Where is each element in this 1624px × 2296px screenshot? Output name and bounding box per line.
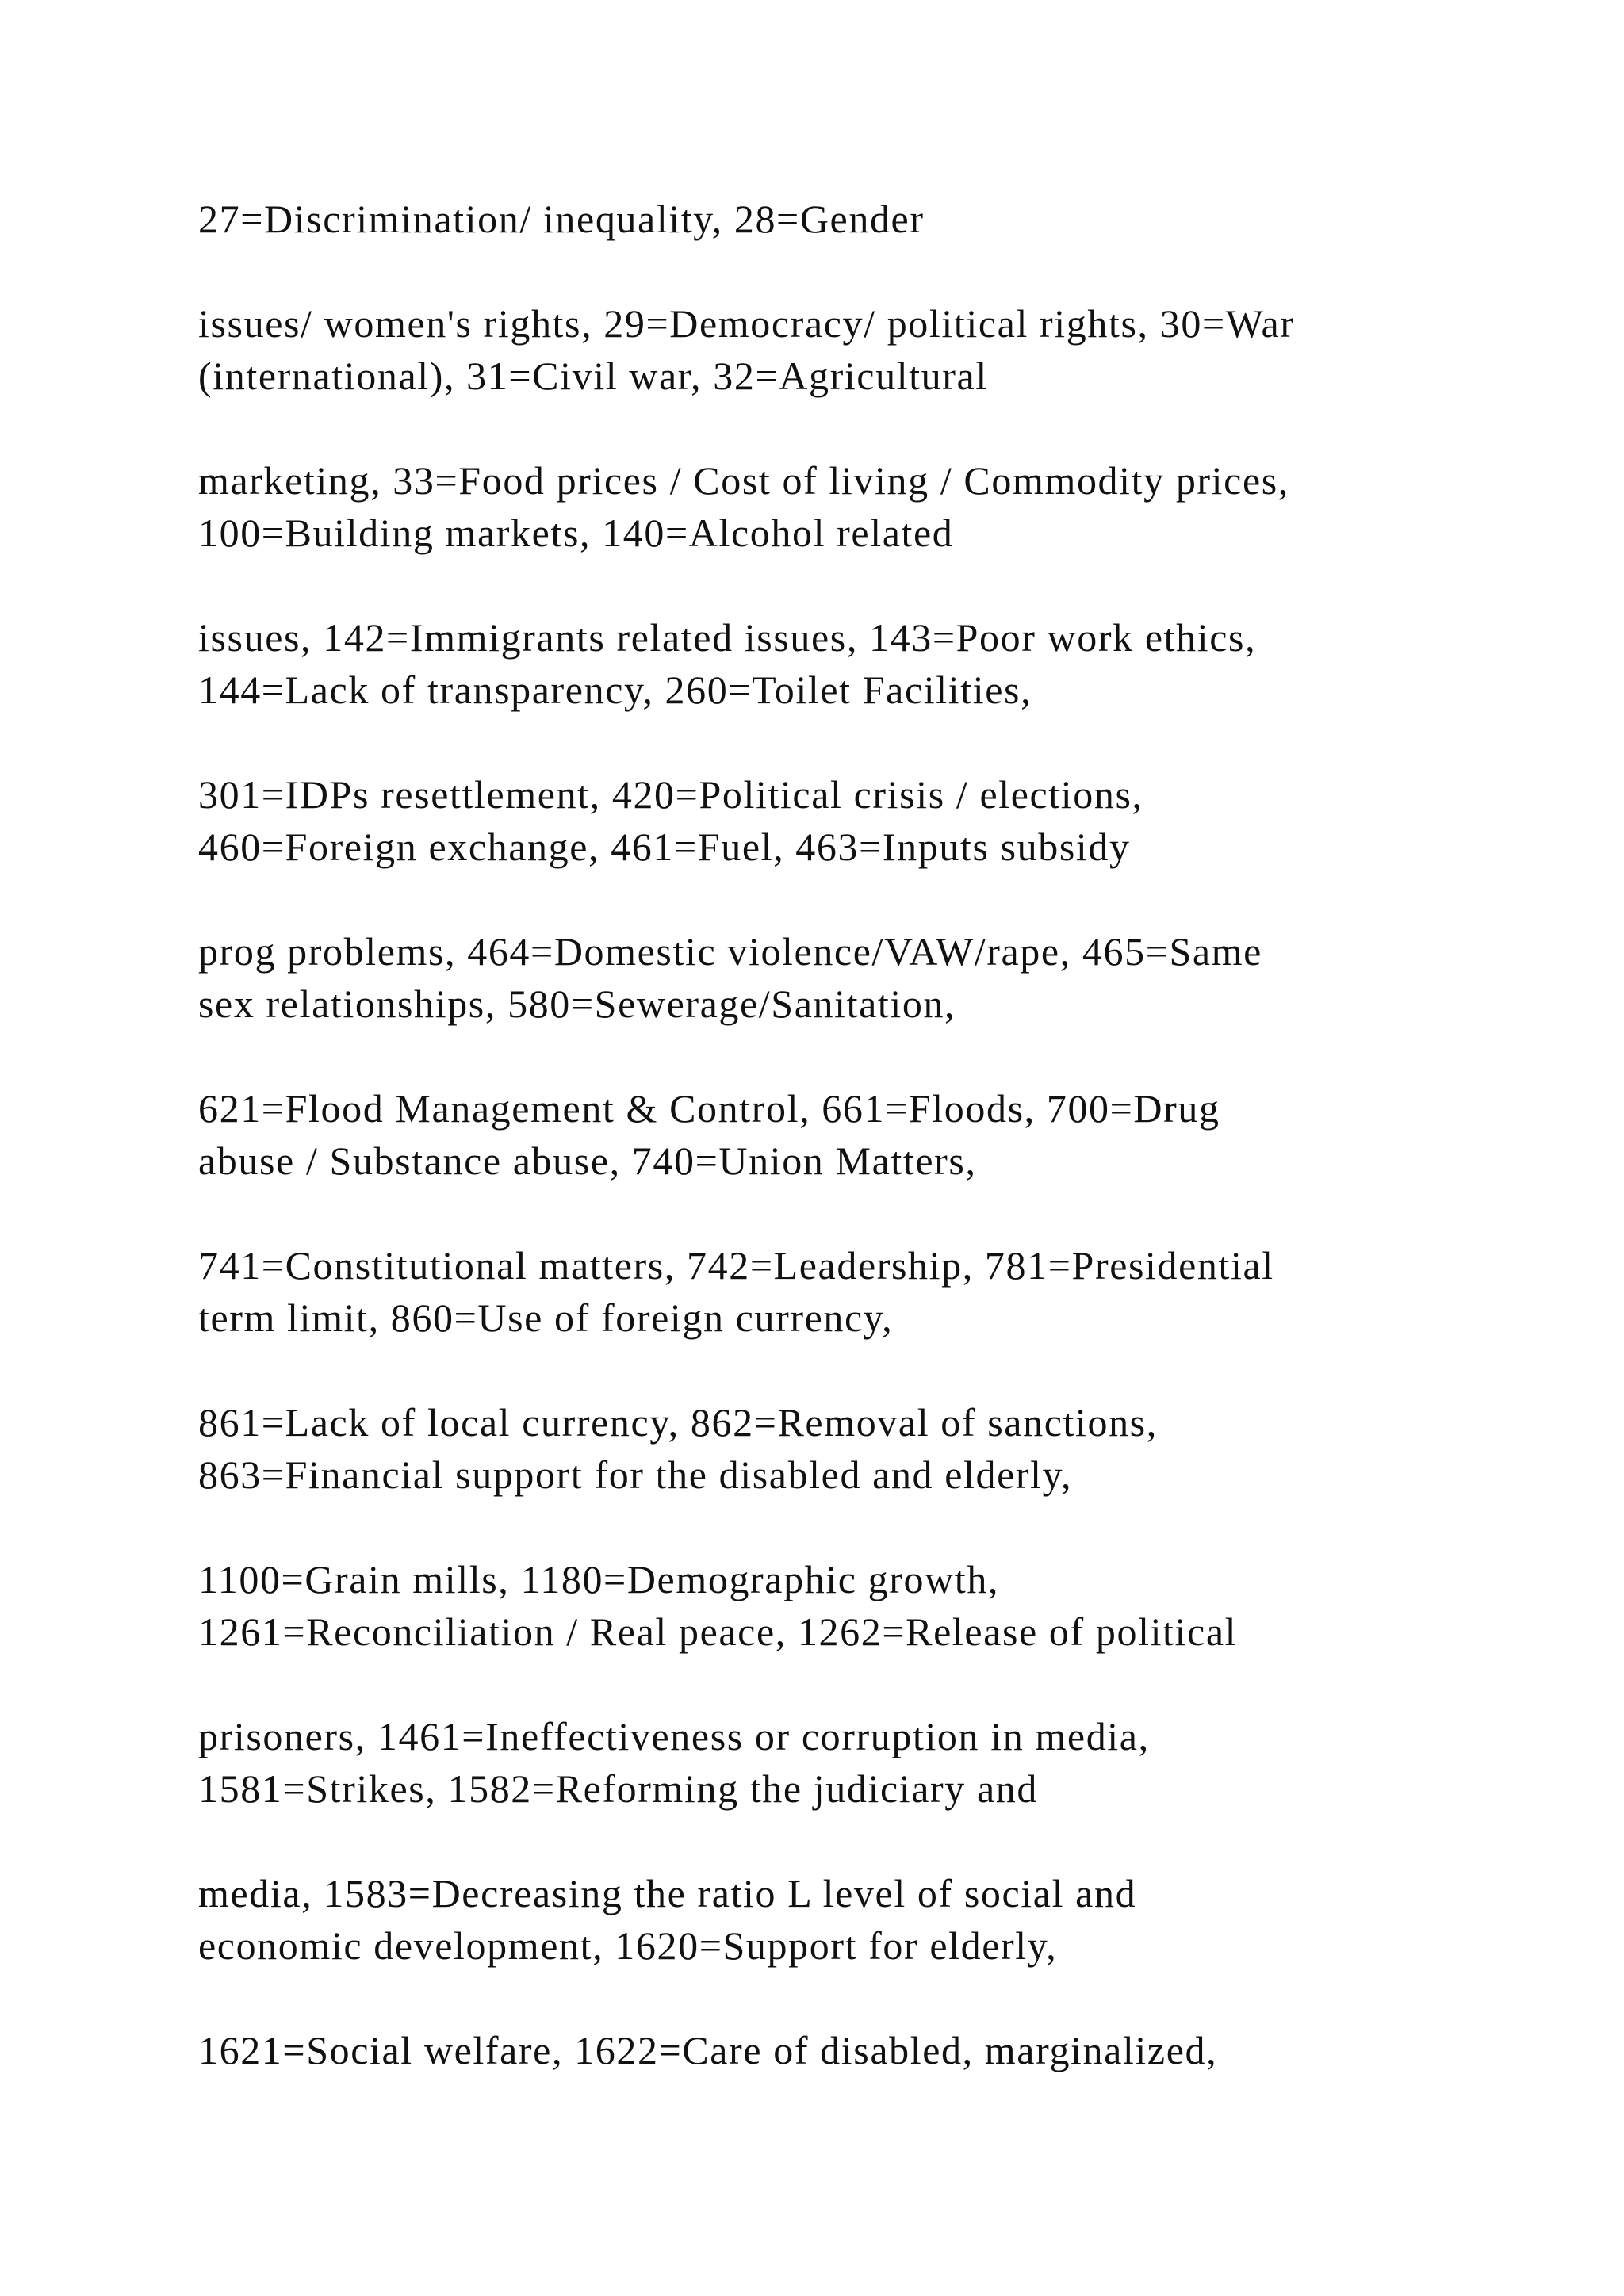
text-line: 1581=Strikes, 1582=Reforming the judiciary and xyxy=(198,1766,1038,1811)
document-body xyxy=(198,193,1546,2129)
paragraph xyxy=(198,925,1546,1030)
paragraph xyxy=(198,193,1546,245)
paragraph xyxy=(198,611,1546,716)
text-line: 100=Building markets, 140=Alcohol related xyxy=(198,511,954,555)
paragraph xyxy=(198,454,1546,559)
text-line: abuse / Substance abuse, 740=Union Matters, xyxy=(198,1138,977,1183)
paragraph xyxy=(198,768,1546,873)
paragraph xyxy=(198,1396,1546,1501)
text-line: 1621=Social welfare, 1622=Care of disabled, marginalized, xyxy=(198,2028,1218,2072)
text-line: issues, 142=Immigrants related issues, 143=Poor work ethics, xyxy=(198,615,1257,660)
text-line: 861=Lack of local currency, 862=Removal of sanctions, xyxy=(198,1400,1158,1445)
text-line: 1100=Grain mills, 1180=Demographic growth, xyxy=(198,1557,1000,1601)
text-line: sex relationships, 580=Sewerage/Sanitation, xyxy=(198,982,956,1026)
text-line: 863=Financial support for the disabled and elderly, xyxy=(198,1452,1073,1497)
text-line: 741=Constitutional matters, 742=Leadership, 781=Presidential xyxy=(198,1243,1274,1288)
text-line: media, 1583=Decreasing the ratio L level of social and xyxy=(198,1871,1137,1915)
text-line: 144=Lack of transparency, 260=Toilet Facilities, xyxy=(198,668,1032,712)
text-line: (international), 31=Civil war, 32=Agricultural xyxy=(198,354,988,398)
text-line: economic development, 1620=Support for elderly, xyxy=(198,1923,1058,1968)
paragraph xyxy=(198,1239,1546,1344)
paragraph xyxy=(198,1710,1546,1815)
text-line: 460=Foreign exchange, 461=Fuel, 463=Inputs subsidy xyxy=(198,825,1131,869)
text-line: 27=Discrimination/ inequality, 28=Gender xyxy=(198,197,925,241)
text-line: term limit, 860=Use of foreign currency, xyxy=(198,1295,894,1340)
text-line: 621=Flood Management & Control, 661=Floods, 700=Drug xyxy=(198,1086,1220,1131)
paragraph xyxy=(198,2024,1546,2076)
text-line: 301=IDPs resettlement, 420=Political crisis / elections, xyxy=(198,772,1143,817)
text-line: prisoners, 1461=Ineffectiveness or corruption in media, xyxy=(198,1714,1150,1758)
text-line: prog problems, 464=Domestic violence/VAW/rape, 465=Same xyxy=(198,929,1262,974)
paragraph xyxy=(198,297,1546,402)
paragraph xyxy=(198,1553,1546,1658)
text-line: issues/ women's rights, 29=Democracy/ political rights, 30=War xyxy=(198,301,1295,346)
paragraph xyxy=(198,1867,1546,1972)
paragraph xyxy=(198,1082,1546,1187)
text-line: 1261=Reconciliation / Real peace, 1262=Release of political xyxy=(198,1609,1238,1654)
text-line: marketing, 33=Food prices / Cost of living / Commodity prices, xyxy=(198,458,1289,503)
